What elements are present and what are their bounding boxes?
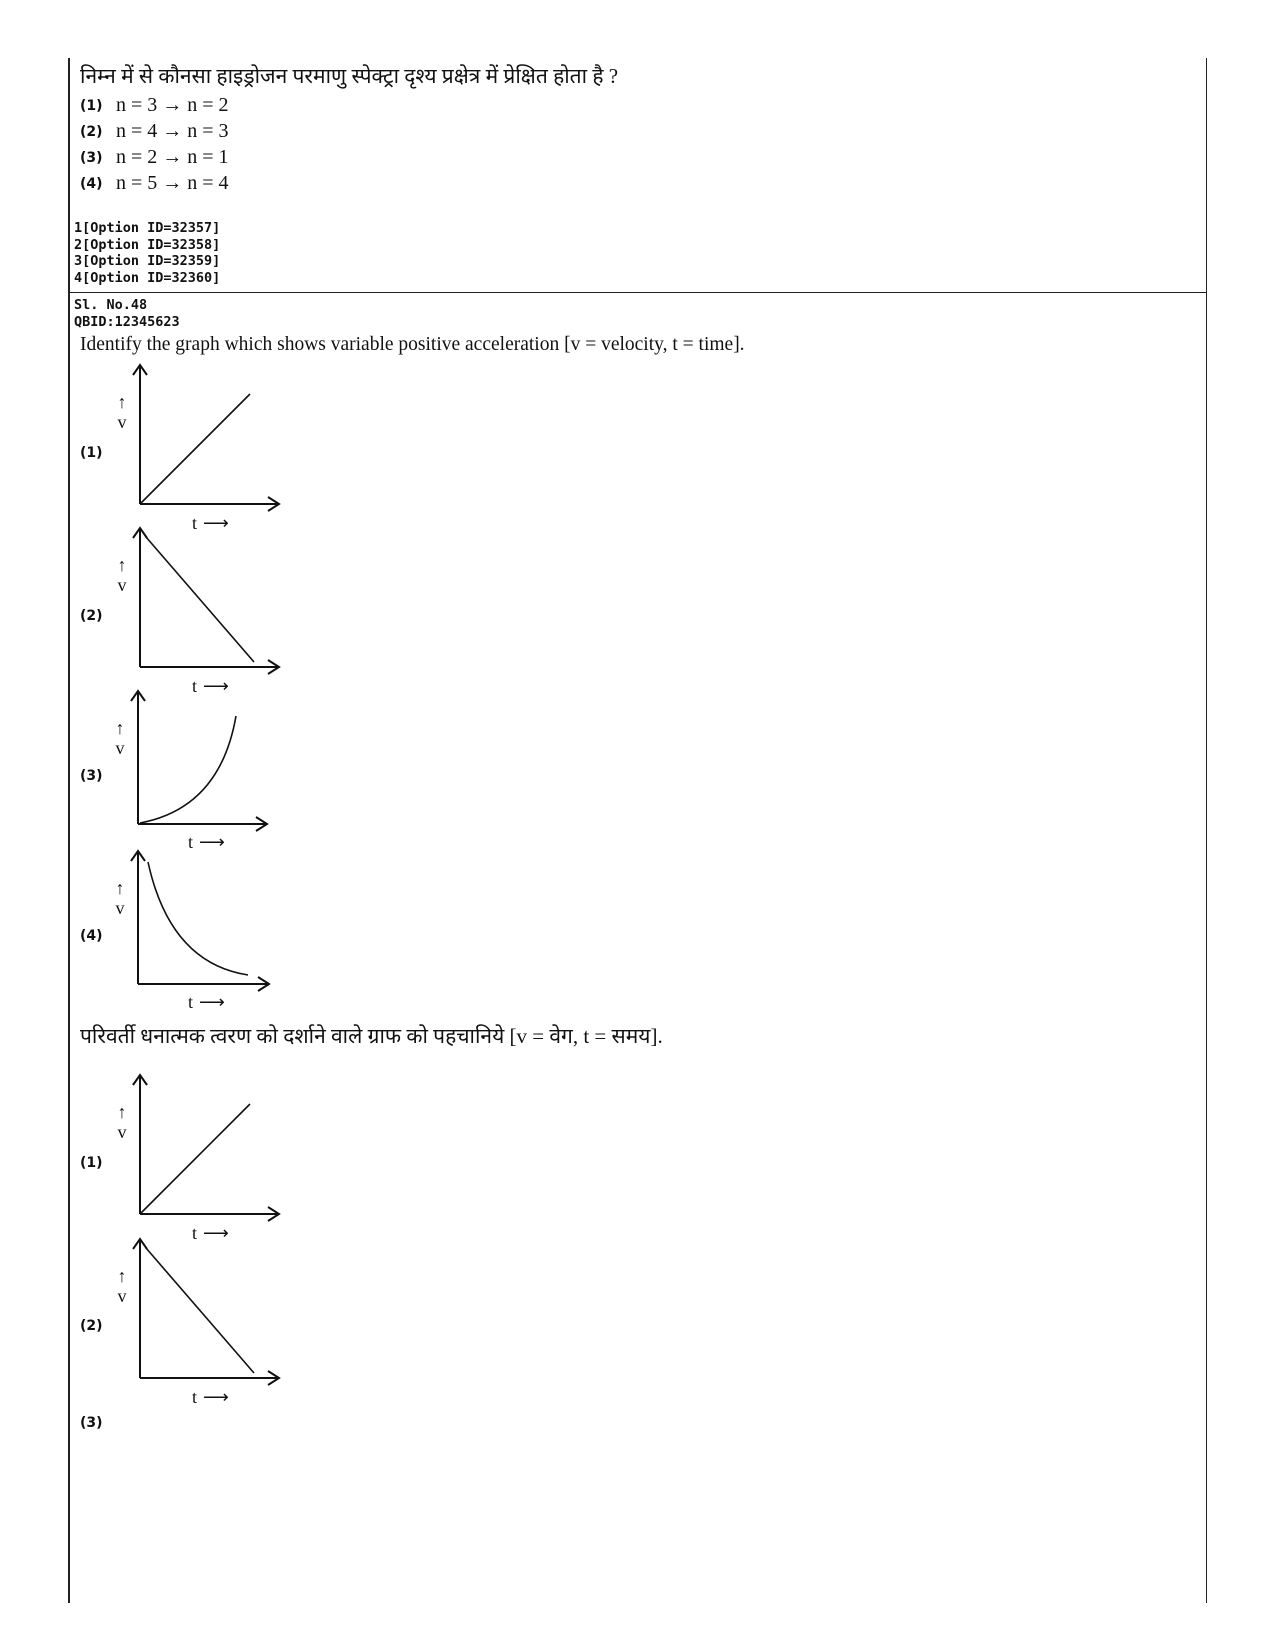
graph-label-2[interactable]: (2) [80,608,103,624]
graph-label-2-hindi[interactable]: (2) [80,1318,103,1334]
x-axis-label: t [192,1387,198,1407]
curve-concave-up-decreasing [148,862,248,975]
option-number: (2) [80,123,103,140]
y-axis-label: v [117,412,127,432]
graph-option-1-hindi[interactable] [100,1072,300,1247]
option-id-line: 4[Option ID=32360] [74,269,221,286]
up-arrow-icon: ↑ [117,392,127,412]
up-arrow-icon: ↑ [115,718,125,738]
graph-3-svg [100,688,300,863]
curve-linear-decreasing [146,1248,254,1373]
option-value: n = 5 → n = 4 [116,172,229,194]
right-arrow-icon: ⟶ [203,1387,229,1407]
graph-option-1[interactable] [100,362,300,537]
question-divider [68,292,1207,293]
q47-option-2[interactable] [80,120,229,144]
graph-2-hindi-svg [100,1236,300,1411]
curve-concave-up-increasing [140,716,236,823]
graph-label-1[interactable]: (1) [80,445,103,461]
up-arrow-icon: ↑ [117,1266,127,1286]
serial-number: Sl. No.48 [74,297,148,313]
option-value: n = 4 → n = 3 [116,120,229,142]
graph-label-4[interactable]: (4) [80,928,103,944]
question-48-text-english: Identify the graph which shows variable positive acceleration [v = velocity, t = time]. [80,334,745,355]
option-value: n = 2 → n = 1 [116,146,229,168]
q48-header [74,297,180,330]
y-axis-label: v [115,738,125,758]
graph-label-1-hindi[interactable]: (1) [80,1155,103,1171]
frame-left-border [68,58,70,1603]
frame-right-border [1206,58,1207,1603]
qbid: QBID:12345623 [74,313,180,330]
x-axis-label: t [192,513,198,533]
y-axis-label: v [117,575,127,595]
x-axis-label: t [188,832,194,852]
q47-option-ids [74,220,220,286]
option-number: (3) [80,149,103,166]
q47-option-3[interactable] [80,146,229,170]
right-arrow-icon: ⟶ [203,513,229,533]
graph-option-2[interactable] [100,525,300,700]
q47-option-1[interactable] [80,94,229,118]
graph-1-hindi-svg [100,1072,300,1247]
graph-2-svg [100,525,300,700]
graph-label-3-hindi[interactable]: (3) [80,1415,103,1431]
graph-option-2-hindi[interactable] [100,1236,300,1411]
y-axis-label: v [115,898,125,918]
y-axis-label: v [117,1122,127,1142]
graph-1-svg [100,362,300,537]
x-axis-label: t [188,992,194,1012]
right-arrow-icon: ⟶ [203,676,229,696]
curve-linear-increasing [140,1104,250,1214]
curve-linear-increasing [140,394,250,504]
option-value: n = 3 → n = 2 [116,94,229,116]
up-arrow-icon: ↑ [117,1102,127,1122]
question-47-text: निम्न में से कौनसा हाइड्रोजन परमाणु स्पेक्ट्रा दृश्य प्रक्षेत्र में प्रेक्षित होता है ? [80,64,619,88]
graph-option-4[interactable] [100,848,300,1023]
curve-linear-decreasing [146,537,254,662]
graph-label-3[interactable]: (3) [80,768,103,784]
x-axis-label: t [192,676,198,696]
x-axis-label: t [192,1223,198,1243]
right-arrow-icon: ⟶ [199,992,225,1012]
graph-option-3[interactable] [100,688,300,863]
option-id-line: 3[Option ID=32359] [74,253,221,269]
q47-option-4[interactable] [80,172,229,196]
option-number: (4) [80,175,103,192]
option-id-line: 2[Option ID=32358] [74,236,221,253]
up-arrow-icon: ↑ [115,878,125,898]
question-48-text-hindi: परिवर्ती धनात्मक त्वरण को दर्शाने वाले ग्राफ को पहचानिये [v = वेग, t = समय]. [80,1024,663,1048]
right-arrow-icon: ⟶ [199,832,225,852]
y-axis-label: v [117,1286,127,1306]
option-id-line: 1[Option ID=32357] [74,220,221,236]
option-number: (1) [80,97,103,114]
graph-4-svg [100,848,300,1023]
right-arrow-icon: ⟶ [203,1223,229,1243]
up-arrow-icon: ↑ [117,555,127,575]
